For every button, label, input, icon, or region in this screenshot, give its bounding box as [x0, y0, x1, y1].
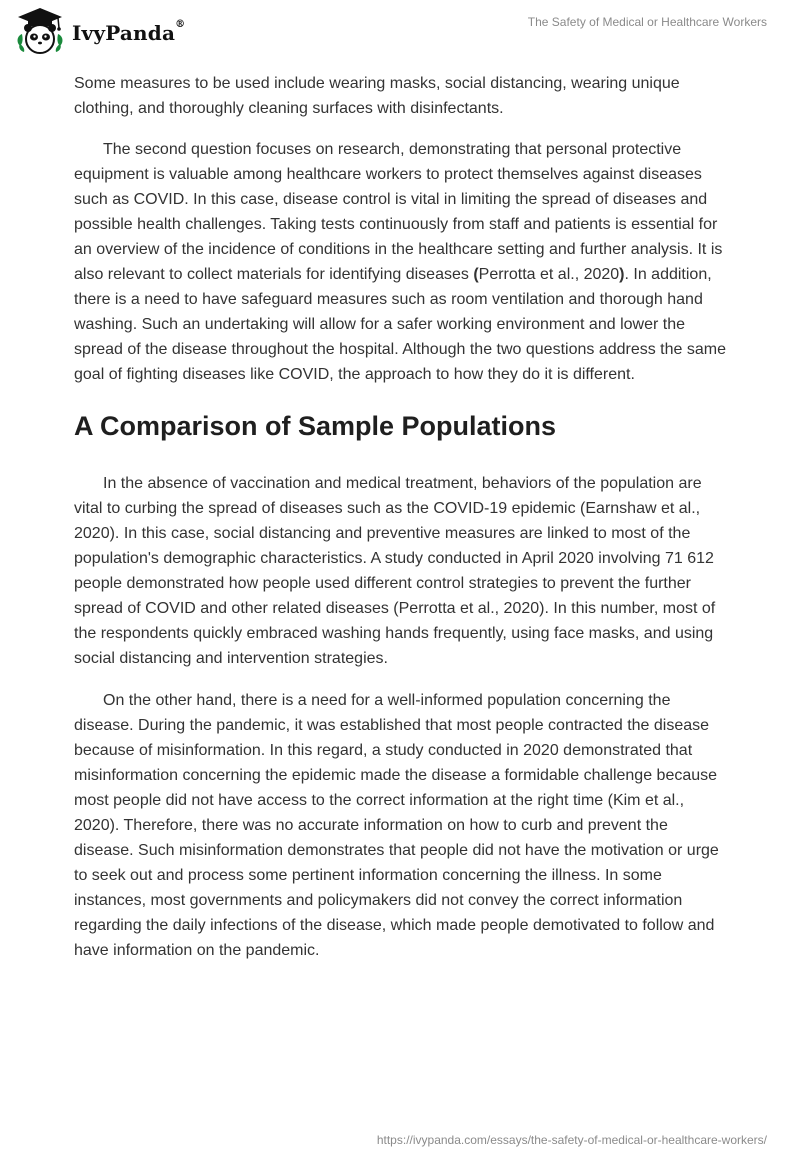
section-heading: A Comparison of Sample Populations	[74, 411, 557, 441]
source-url[interactable]: https://ivypanda.com/essays/the-safety-of-medical-or-healthcare-workers/	[376, 1133, 767, 1147]
citation-open-paren: (	[473, 266, 479, 283]
paragraph-2	[74, 137, 726, 387]
paragraph-4: On the other hand, there is a need for a well-informed population concerning the disease. During the pandemic, it was established that most people contracted the disease because of misinformation. In this regard, a study conducted in 2020 demonstrated that misinformation concerning the epidemic made the disease a formidable challenge because most people did not have access to the correct information at the right time (Kim et al., 2020). Therefore, there was no accurate information on how to curb and prevent the disease. Such misinformation demonstrates that people did not have the motivation or urge to seek out and process some pertinent information concerning the illness. In some instances, most governments and policymakers did not convey the correct information regarding the daily infections of the disease, which made people demotivated to follow and have information on the pandemic.	[74, 692, 719, 959]
panda-graduate-icon	[14, 6, 66, 56]
paragraph-3: In the absence of vaccination and medical treatment, behaviors of the population are vital to curbing the spread of diseases such as the COVID-19 epidemic (Earnshaw et al., 2020). In this case, social distancing and preventive measures are linked to most of the population's demographic characteristics. A study conducted in April 2020 involving 71 612 people demonstrated how people used different control strategies to prevent the further spread of COVID and other related diseases (Perrotta et al., 2020). In this number, most of the respondents quickly embraced washing hands frequently, using face masks, and using social distancing and intervention strategies.	[74, 475, 716, 667]
page-header	[0, 0, 800, 60]
ivypanda-logo[interactable]	[14, 6, 185, 56]
paragraph-2-text-a: The second question focuses on research, demonstrating that personal protective equipment is valuable among healthcare workers to protect themselves against diseases such as COVID. In this case, disease control is vital in limiting the spread of diseases and possible health challenges. Taking tests continuously from staff and patients is essential for an overview of the incidence of conditions in the healthcare setting and further analysis. It is also relevant to collect materials for identifying diseases	[74, 141, 723, 283]
paragraph-2-text-b: . In addition, there is a need to have safeguard measures such as room ventilation and thorough hand washing. Such an undertaking will allow for a safer working environment and lower the spread of the disease throughout the hospital. Although the two questions address the same goal of fighting diseases like COVID, the approach to how they do it is different.	[74, 266, 726, 383]
logo-wordmark: IvyPanda®	[72, 19, 186, 45]
essay-content	[74, 71, 726, 963]
citation-perrotta: Perrotta et al., 2020	[478, 266, 620, 283]
document-title: The Safety of Medical or Healthcare Workers	[527, 15, 767, 29]
registered-mark: ®	[175, 19, 186, 30]
paragraph-1: Some measures to be used include wearing masks, social distancing, wearing unique clothing, and thoroughly cleaning surfaces with disinfectants.	[74, 75, 680, 117]
citation-close-paren: )	[619, 266, 625, 283]
